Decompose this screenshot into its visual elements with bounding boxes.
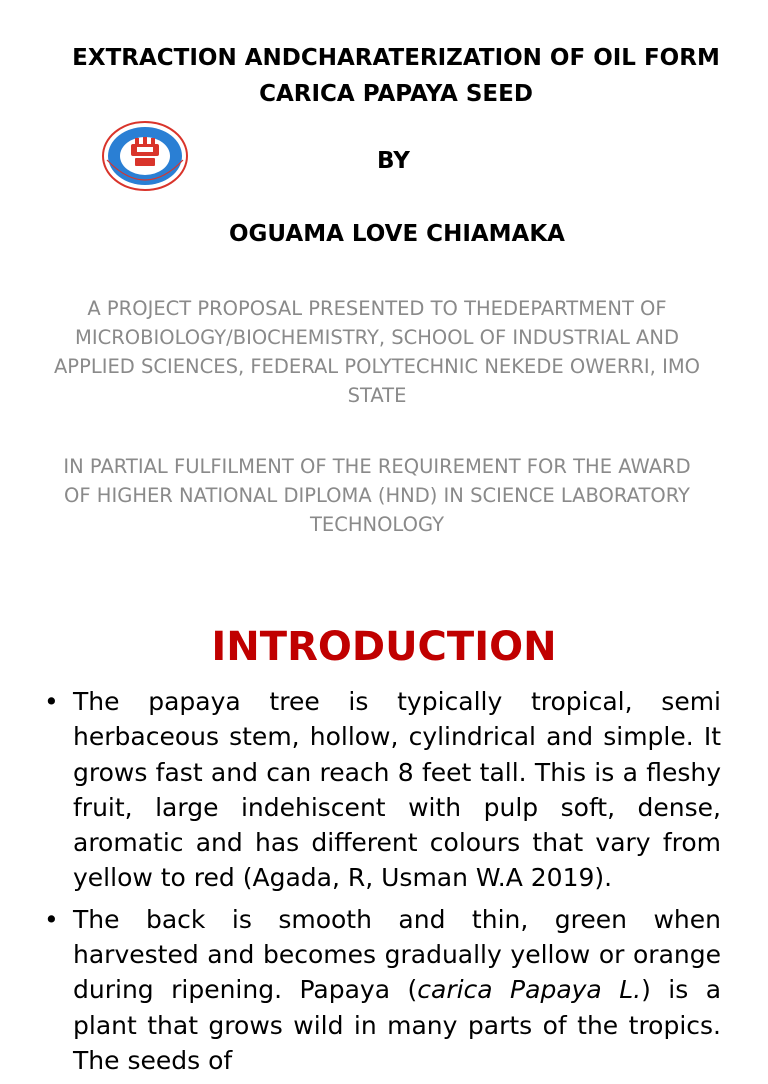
bullet-text-part: The back is smooth and thin, green when harvested and becomes gradually yellow or orange during ripening. Papaya ( — [73, 904, 721, 1005]
species-name: carica Papaya L. — [417, 975, 642, 1005]
bullet-icon: • — [44, 904, 59, 934]
list-item — [40, 684, 721, 896]
bullet-text-part: ) is a plant that grows wild in many parts of the tropics. The seeds of — [73, 975, 722, 1075]
bullet-text: The papaya tree is typically tropical, semi herbaceous stem, hollow, cylindrical and simple. It grows fast and can reach 8 feet tall. This is a fleshy fruit, large indehiscent with pulp soft, dense, aromatic and has different colours that vary from yellow to red (Agada, R, Usman W.A 2019). — [73, 687, 721, 893]
proposal-statement: A PROJECT PROPOSAL PRESENTED TO THEDEPARTMENT OF MICROBIOLOGY/BIOCHEMISTRY, SCHOOL OF INDUSTRIAL AND APPLIED SCIENCES, FEDERAL POLYTECHNIC NEKEDE OWERRI, IMO STATE — [53, 297, 701, 407]
author-name: OGUAMA LOVE CHIAMAKA — [229, 221, 565, 247]
by-label: BY — [377, 148, 410, 174]
bullet-text — [73, 902, 721, 1078]
fulfilment-statement: IN PARTIAL FULFILMENT OF THE REQUIREMENT FOR THE AWARD OF HIGHER NATIONAL DIPLOMA (HND) IN SCIENCE LABORATORY TECHNOLOGY — [63, 455, 691, 536]
introduction-heading: INTRODUCTION — [211, 624, 557, 670]
document-title: EXTRACTION ANDCHARATERIZATION OF OIL FORM CARICA PAPAYA SEED — [72, 45, 720, 107]
bullet-icon: • — [44, 687, 59, 716]
list-item — [40, 902, 721, 1078]
introduction-bullet-list — [40, 684, 721, 1084]
